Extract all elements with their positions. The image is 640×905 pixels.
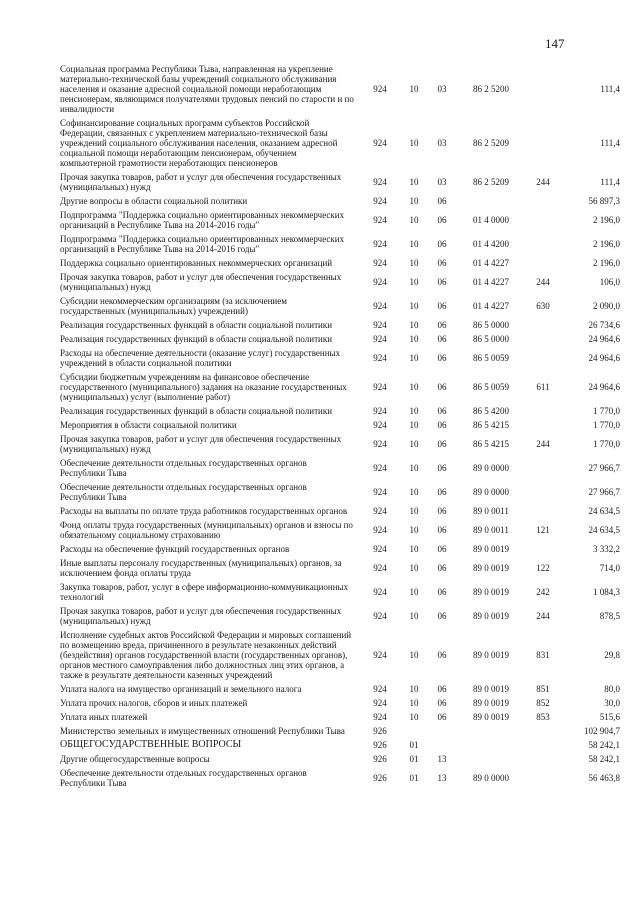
row-pr: 06 [437, 611, 447, 621]
row-csr: 89 0 0019 [473, 650, 509, 660]
table-row [60, 406, 620, 416]
row-sum: 24 964,6 [588, 382, 620, 392]
row-name: Софинансирование социальных программ субъектов Российской Федерации, связанных с укреплением материально-технической базы учреждений социального обслуживания населения, оказанием адресной социальной помощи неработающим пенсионерам, обучением компьютерной грамотности неработающих пенсионеров [60, 118, 338, 168]
table-row [60, 768, 620, 788]
table-row [60, 754, 620, 764]
table-row [60, 698, 620, 708]
row-sum: 1 770,0 [593, 406, 620, 416]
row-rz: 10 [409, 563, 419, 573]
row-ved: 924 [373, 277, 387, 287]
row-pr: 06 [437, 698, 447, 708]
table-row [60, 320, 620, 330]
row-sum: 111,4 [600, 177, 620, 187]
row-csr: 01 4 4227 [473, 277, 509, 287]
table-row [60, 630, 620, 680]
row-sum: 58 242,1 [588, 740, 620, 750]
row-pr: 03 [437, 138, 447, 148]
row-rz: 10 [409, 650, 419, 660]
row-ved: 924 [373, 684, 387, 694]
row-ved: 924 [373, 353, 387, 363]
row-csr: 01 4 0000 [473, 215, 509, 225]
row-rz: 10 [409, 406, 419, 416]
row-name: Социальная программа Республики Тыва, направленная на укрепление материально-технической базы учреждений социального обслуживания населения и оказание адресной социальной помощи неработающим пенсионерам, являющимся получателями трудовых пенсий по старости и по инвалидности [60, 64, 354, 114]
row-csr: 01 4 4227 [473, 301, 509, 311]
row-ved: 924 [373, 84, 387, 94]
row-ved: 924 [373, 138, 387, 148]
row-sum: 111,4 [600, 138, 620, 148]
row-vr: 852 [536, 698, 550, 708]
row-rz: 10 [409, 258, 419, 268]
row-csr: 01 4 4200 [473, 239, 509, 249]
row-name: ОБЩЕГОСУДАРСТВЕННЫЕ ВОПРОСЫ [60, 739, 242, 750]
row-sum: 24 964,6 [588, 353, 620, 363]
row-sum: 515,6 [599, 712, 620, 722]
table-row [60, 64, 620, 114]
row-vr: 242 [536, 587, 550, 597]
row-rz: 10 [409, 239, 419, 249]
row-pr: 06 [437, 301, 447, 311]
row-rz: 10 [409, 506, 419, 516]
row-pr: 06 [437, 684, 447, 694]
row-ved: 924 [373, 487, 387, 497]
row-name: Субсидии бюджетным учреждениям на финансовое обеспечение государственного (муниципального) задания на оказание государственных (муниципальных) услуг (выполнение работ) [60, 372, 347, 402]
row-ved: 924 [373, 439, 387, 449]
row-sum: 1 770,0 [593, 420, 620, 430]
table-row [60, 606, 620, 626]
row-name: Расходы на выплаты по оплате труда работников государственных органов [60, 506, 348, 516]
row-vr: 630 [536, 301, 550, 311]
row-pr: 06 [437, 439, 447, 449]
row-sum: 1 770,0 [593, 439, 620, 449]
row-name: Обеспечение деятельности отдельных государственных органов Республики Тыва [60, 458, 307, 478]
row-rz: 01 [409, 773, 419, 783]
row-sum: 24 634,5 [588, 525, 620, 535]
row-rz: 10 [409, 712, 419, 722]
row-pr: 06 [437, 487, 447, 497]
row-csr: 86 5 0059 [473, 353, 509, 363]
row-rz: 10 [409, 382, 419, 392]
row-ved: 926 [373, 754, 387, 764]
row-sum: 2 196,0 [593, 239, 620, 249]
budget-table [60, 64, 620, 792]
table-row [60, 258, 620, 268]
row-rz: 10 [409, 587, 419, 597]
row-name: Министерство земельных и имущественных отношений Республики Тыва [60, 726, 345, 736]
row-sum: 27 966,7 [588, 463, 620, 473]
table-row [60, 172, 620, 192]
row-name: Уплата иных платежей [60, 712, 148, 722]
row-pr: 06 [437, 563, 447, 573]
row-csr: 86 2 5209 [473, 138, 509, 148]
table-row [60, 234, 620, 254]
row-ved: 924 [373, 320, 387, 330]
row-ved: 924 [373, 301, 387, 311]
row-sum: 878,5 [599, 611, 620, 621]
row-pr: 06 [437, 258, 447, 268]
row-ved: 924 [373, 258, 387, 268]
row-csr: 86 5 4215 [473, 439, 509, 449]
row-rz: 01 [409, 754, 419, 764]
row-name: Обеспечение деятельности отдельных государственных органов Республики Тыва [60, 482, 307, 502]
table-row [60, 740, 620, 750]
row-csr: 89 0 0019 [473, 684, 509, 694]
row-ved: 924 [373, 382, 387, 392]
row-csr: 86 5 0000 [473, 334, 509, 344]
row-pr: 06 [437, 587, 447, 597]
table-row [60, 544, 620, 554]
row-ved: 926 [373, 773, 387, 783]
table-row [60, 196, 620, 206]
row-csr: 89 0 0000 [473, 773, 509, 783]
row-ved: 924 [373, 525, 387, 535]
row-csr: 89 0 0019 [473, 587, 509, 597]
row-sum: 30,0 [604, 698, 620, 708]
row-pr: 03 [437, 177, 447, 187]
row-name: Прочая закупка товаров, работ и услуг для обеспечения государственных (муниципальных) нужд [60, 434, 342, 454]
table-row [60, 726, 620, 736]
row-name: Расходы на обеспечение деятельности (оказание услуг) государственных учреждений в области социальной политики [60, 348, 341, 368]
row-rz: 10 [409, 177, 419, 187]
row-pr: 06 [437, 506, 447, 516]
row-csr: 89 0 0000 [473, 463, 509, 473]
row-name: Подпрограмма "Поддержка социально ориентированных некоммерческих организаций в Республике Тыва на 2014-2016 годы" [60, 234, 345, 254]
row-ved: 924 [373, 177, 387, 187]
table-row [60, 558, 620, 578]
row-name: Субсидии некоммерческим организациям (за исключением государственных (муниципальных) учреждений) [60, 296, 287, 316]
row-csr: 89 0 0019 [473, 712, 509, 722]
table-row [60, 482, 620, 502]
row-name: Другие общегосударственные вопросы [60, 754, 210, 764]
row-rz: 10 [409, 684, 419, 694]
row-pr: 03 [437, 84, 447, 94]
row-vr: 244 [536, 277, 550, 287]
row-vr: 831 [536, 650, 550, 660]
row-sum: 56 897,3 [588, 196, 620, 206]
row-name: Иные выплаты персоналу государственных (муниципальных) органов, за исключением фонда оплаты труда [60, 558, 342, 578]
row-csr: 89 0 0019 [473, 563, 509, 573]
table-row [60, 296, 620, 316]
row-rz: 10 [409, 439, 419, 449]
row-rz: 10 [409, 525, 419, 535]
row-csr: 86 5 0000 [473, 320, 509, 330]
table-row [60, 334, 620, 344]
row-name: Прочая закупка товаров, работ и услуг для обеспечения государственных (муниципальных) нужд [60, 172, 342, 192]
row-pr: 06 [437, 320, 447, 330]
row-name: Расходы на обеспечение функций государственных органов [60, 544, 290, 554]
row-vr: 244 [536, 611, 550, 621]
row-sum: 27 966,7 [588, 487, 620, 497]
row-sum: 24 964,6 [588, 334, 620, 344]
table-row [60, 582, 620, 602]
row-ved: 924 [373, 463, 387, 473]
row-ved: 924 [373, 712, 387, 722]
row-rz: 10 [409, 301, 419, 311]
row-ved: 924 [373, 196, 387, 206]
row-sum: 2 196,0 [593, 258, 620, 268]
row-pr: 13 [437, 754, 447, 764]
row-csr: 86 5 0059 [473, 382, 509, 392]
row-name: Закупка товаров, работ, услуг в сфере информационно-коммуникационных технологий [60, 582, 349, 602]
row-name: Прочая закупка товаров, работ и услуг для обеспечения государственных (муниципальных) нужд [60, 272, 342, 292]
row-name: Поддержка социально ориентированных некоммерческих организаций [60, 258, 333, 268]
table-row [60, 420, 620, 430]
row-pr: 06 [437, 334, 447, 344]
row-pr: 13 [437, 773, 447, 783]
row-sum: 102 904,7 [584, 726, 620, 736]
row-vr: 121 [536, 525, 550, 535]
row-rz: 10 [409, 215, 419, 225]
row-name: Обеспечение деятельности отдельных государственных органов Республики Тыва [60, 768, 307, 788]
table-row [60, 210, 620, 230]
row-ved: 924 [373, 406, 387, 416]
row-sum: 2 090,0 [593, 301, 620, 311]
row-sum: 1 084,3 [593, 587, 620, 597]
row-sum: 111,4 [600, 84, 620, 94]
row-rz: 01 [409, 740, 419, 750]
row-sum: 58 242,1 [588, 754, 620, 764]
row-rz: 10 [409, 196, 419, 206]
row-rz: 10 [409, 420, 419, 430]
row-ved: 924 [373, 544, 387, 554]
row-rz: 10 [409, 544, 419, 554]
row-rz: 10 [409, 138, 419, 148]
table-row [60, 272, 620, 292]
row-rz: 10 [409, 277, 419, 287]
table-row [60, 372, 620, 402]
row-sum: 26 734,6 [588, 320, 620, 330]
row-name: Прочая закупка товаров, работ и услуг для обеспечения государственных (муниципальных) нужд [60, 606, 342, 626]
row-csr: 89 0 0000 [473, 487, 509, 497]
row-csr: 86 5 4215 [473, 420, 509, 430]
row-name: Реализация государственных функций в области социальной политики [60, 320, 333, 330]
row-csr: 89 0 0019 [473, 698, 509, 708]
row-ved: 924 [373, 420, 387, 430]
row-vr: 853 [536, 712, 550, 722]
row-pr: 06 [437, 463, 447, 473]
row-rz: 10 [409, 84, 419, 94]
row-name: Реализация государственных функций в области социальной политики [60, 406, 333, 416]
row-sum: 2 196,0 [593, 215, 620, 225]
row-sum: 714,0 [599, 563, 620, 573]
row-ved: 924 [373, 650, 387, 660]
row-name: Уплата прочих налогов, сборов и иных платежей [60, 698, 248, 708]
row-csr: 89 0 0011 [473, 506, 509, 516]
row-csr: 86 2 5200 [473, 84, 509, 94]
row-vr: 611 [536, 382, 550, 392]
row-pr: 06 [437, 406, 447, 416]
row-csr: 89 0 0011 [473, 525, 509, 535]
row-sum: 106,0 [599, 277, 620, 287]
row-pr: 06 [437, 525, 447, 535]
row-sum: 80,0 [604, 684, 620, 694]
row-csr: 89 0 0019 [473, 611, 509, 621]
row-pr: 06 [437, 277, 447, 287]
row-vr: 851 [536, 684, 550, 694]
row-ved: 926 [373, 740, 387, 750]
row-rz: 10 [409, 698, 419, 708]
row-ved: 924 [373, 587, 387, 597]
row-sum: 24 634,5 [588, 506, 620, 516]
row-name: Уплата налога на имущество организаций и земельного налога [60, 684, 302, 694]
table-row [60, 434, 620, 454]
row-ved: 926 [373, 726, 387, 736]
row-sum: 56 463,8 [588, 773, 620, 783]
row-name: Другие вопросы в области социальной политики [60, 196, 248, 206]
row-rz: 10 [409, 334, 419, 344]
table-row [60, 684, 620, 694]
row-csr: 86 5 4200 [473, 406, 509, 416]
row-rz: 10 [409, 320, 419, 330]
row-name: Исполнение судебных актов Российской Федерации и мировых соглашений по возмещению вреда, причиненного в результате незаконных действий (бездействия) органов государственной власти (государственных органов), органов местного самоуправления либо должностных лиц этих органов, а также в результате деятельности казенных учреждений [60, 630, 352, 680]
row-pr: 06 [437, 544, 447, 554]
row-name: Подпрограмма "Поддержка социально ориентированных некоммерческих организаций в Республике Тыва на 2014-2016 годы" [60, 210, 345, 230]
row-ved: 924 [373, 239, 387, 249]
row-sum: 3 332,2 [593, 544, 620, 554]
row-pr: 06 [437, 650, 447, 660]
row-vr: 244 [536, 439, 550, 449]
row-csr: 01 4 4227 [473, 258, 509, 268]
row-ved: 924 [373, 563, 387, 573]
row-ved: 924 [373, 698, 387, 708]
table-row [60, 520, 620, 540]
row-rz: 10 [409, 611, 419, 621]
row-name: Реализация государственных функций в области социальной политики [60, 334, 333, 344]
row-rz: 10 [409, 353, 419, 363]
row-pr: 06 [437, 712, 447, 722]
row-vr: 244 [536, 177, 550, 187]
table-row [60, 506, 620, 516]
table-row [60, 458, 620, 478]
row-ved: 924 [373, 506, 387, 516]
table-row [60, 118, 620, 168]
row-pr: 06 [437, 239, 447, 249]
row-pr: 06 [437, 215, 447, 225]
page-number: 147 [545, 36, 565, 51]
row-name: Мероприятия в области социальной политики [60, 420, 237, 430]
row-sum: 29,8 [604, 650, 620, 660]
table-row [60, 712, 620, 722]
row-rz: 10 [409, 463, 419, 473]
row-csr: 86 2 5209 [473, 177, 509, 187]
row-ved: 924 [373, 334, 387, 344]
row-csr: 89 0 0019 [473, 544, 509, 554]
row-ved: 924 [373, 215, 387, 225]
row-rz: 10 [409, 487, 419, 497]
row-pr: 06 [437, 353, 447, 363]
row-vr: 122 [536, 563, 550, 573]
row-name: Фонд оплаты труда государственных (муниципальных) органов и взносы по обязательному социальному страхованию [60, 520, 353, 540]
table-row [60, 348, 620, 368]
row-pr: 06 [437, 382, 447, 392]
row-pr: 06 [437, 196, 447, 206]
row-pr: 06 [437, 420, 447, 430]
row-ved: 924 [373, 611, 387, 621]
